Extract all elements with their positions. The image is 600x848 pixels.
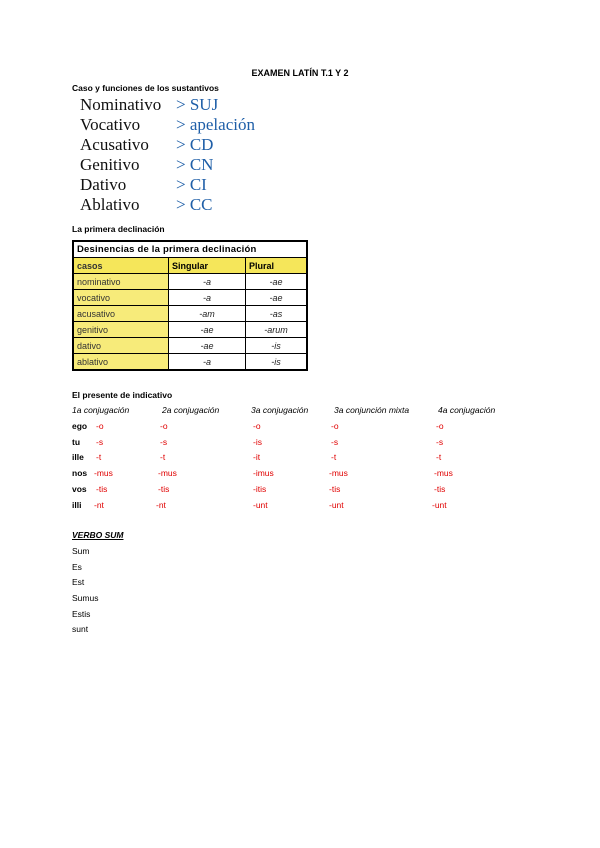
case-name: Dativo — [80, 175, 127, 194]
ending: -itis — [253, 484, 267, 494]
table-cell: dativo — [73, 338, 169, 354]
pronoun: illi — [72, 500, 82, 510]
section-heading-present: El presente de indicativo — [72, 390, 173, 400]
ending: -t — [331, 452, 337, 462]
table-cell: ablativo — [73, 354, 169, 371]
conj-header: 1a conjugación — [72, 405, 130, 415]
ending: -is — [253, 437, 262, 447]
pronoun: vos — [72, 484, 87, 494]
case-name: Vocativo — [80, 115, 141, 134]
table-cell: -ae — [246, 290, 308, 306]
ending: -nt — [94, 500, 104, 510]
ending: -s — [436, 437, 444, 447]
case-row — [80, 95, 340, 115]
table-row — [73, 354, 307, 371]
case-row — [80, 115, 340, 135]
conj-header: 3a conjunción mixta — [334, 405, 410, 415]
table-cell: acusativo — [73, 306, 169, 322]
ending: -o — [331, 421, 339, 431]
ending: -t — [96, 452, 102, 462]
ending: -tis — [158, 484, 170, 494]
case-name: Nominativo — [80, 95, 162, 114]
ending: -nt — [156, 500, 166, 510]
table-cell: genitivo — [73, 322, 169, 338]
verb-form: Es — [72, 562, 82, 572]
case-function: > CI — [176, 175, 207, 194]
conj-header: 3a conjugación — [251, 405, 309, 415]
ending: -mus — [158, 468, 177, 478]
case-function: > SUJ — [176, 95, 219, 114]
table-cell: nominativo — [73, 274, 169, 290]
table-cell: -ae — [169, 322, 246, 338]
table-cell: -am — [169, 306, 246, 322]
table-cell: -is — [246, 354, 308, 371]
ending: -o — [253, 421, 261, 431]
verb-form: Sum — [72, 546, 90, 556]
table-caption: Desinencias de la primera declinación — [73, 241, 307, 258]
cases-figure — [80, 95, 340, 215]
verb-form: Sumus — [72, 593, 99, 603]
ending: -unt — [329, 500, 344, 510]
ending: -mus — [329, 468, 348, 478]
ending: -unt — [253, 500, 268, 510]
table-cell: -ae — [246, 274, 308, 290]
conj-header: 4a conjugación — [438, 405, 496, 415]
table-row — [73, 322, 307, 338]
table-cell: -is — [246, 338, 308, 354]
table-cell: vocativo — [73, 290, 169, 306]
table-cell: -ae — [169, 338, 246, 354]
ending: -s — [331, 437, 339, 447]
verb-form: Est — [72, 577, 85, 587]
ending: -unt — [432, 500, 447, 510]
conj-header: 2a conjugación — [162, 405, 220, 415]
table-cell: -as — [246, 306, 308, 322]
table-cell: -a — [169, 290, 246, 306]
section-heading-cases: Caso y funciones de los sustantivos — [72, 83, 219, 93]
header-cell: Singular — [169, 258, 246, 274]
case-row — [80, 155, 340, 175]
ending: -tis — [96, 484, 108, 494]
pronoun: ego — [72, 421, 88, 431]
case-name: Acusativo — [80, 135, 149, 154]
case-name: Ablativo — [80, 195, 140, 214]
pronoun: tu — [72, 437, 81, 447]
ending: -it — [253, 452, 261, 462]
header-cell: casos — [73, 258, 169, 274]
ending: -o — [160, 421, 168, 431]
table-row — [73, 306, 307, 322]
case-row — [80, 195, 340, 215]
section-heading-declension: La primera declinación — [72, 224, 165, 234]
table-header-row — [73, 258, 307, 274]
ending: -mus — [94, 468, 113, 478]
verb-sum-heading: VERBO SUM — [72, 530, 124, 540]
table-cell: -a — [169, 354, 246, 371]
table-row — [73, 338, 307, 354]
case-function: > CC — [176, 195, 213, 214]
case-name: Genitivo — [80, 155, 140, 174]
table-cell: -arum — [246, 322, 308, 338]
ending: -imus — [253, 468, 274, 478]
case-function: > CD — [176, 135, 214, 154]
verb-form: Estis — [72, 609, 91, 619]
table-row — [73, 290, 307, 306]
ending: -t — [436, 452, 442, 462]
pronoun: ille — [72, 452, 84, 462]
ending: -s — [160, 437, 168, 447]
page-title: EXAMEN LATÍN T.1 Y 2 — [251, 68, 349, 78]
ending: -s — [96, 437, 104, 447]
ending: -tis — [329, 484, 341, 494]
table-row — [73, 274, 307, 290]
ending: -t — [160, 452, 166, 462]
verb-form: sunt — [72, 624, 89, 634]
case-function: > apelación — [176, 115, 255, 134]
case-row — [80, 175, 340, 195]
table-cell: -a — [169, 274, 246, 290]
ending: -tis — [434, 484, 446, 494]
case-function: > CN — [176, 155, 214, 174]
declension-table — [72, 240, 308, 371]
ending: -mus — [434, 468, 453, 478]
ending: -o — [436, 421, 444, 431]
header-cell: Plural — [246, 258, 308, 274]
pronoun: nos — [72, 468, 88, 478]
case-row — [80, 135, 340, 155]
ending: -o — [96, 421, 104, 431]
